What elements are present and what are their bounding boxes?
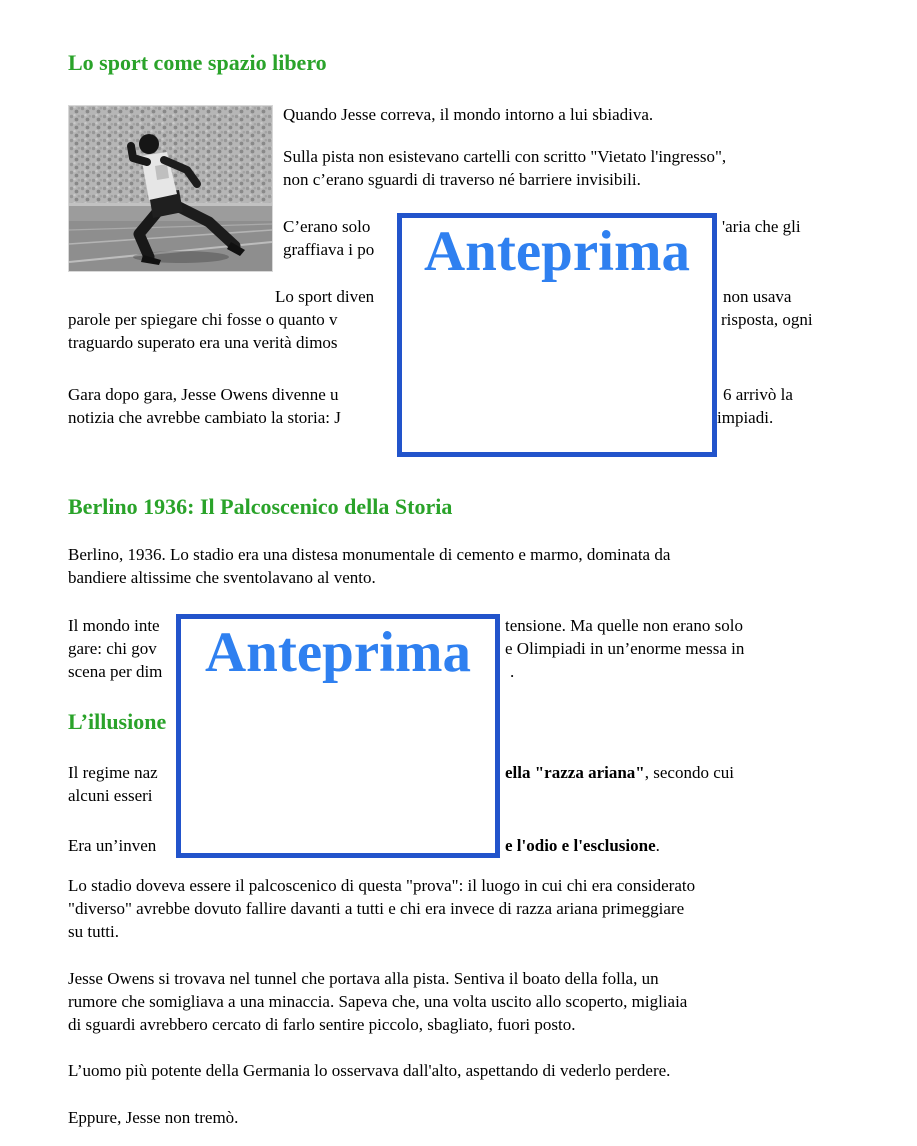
text-fragment: "diverso" avrebbe dovuto fallire davanti a tutti e chi era invece di razza ariana primeggiare xyxy=(68,899,685,918)
text-line xyxy=(283,216,370,238)
text-fragment: alcuni esseri xyxy=(68,786,153,805)
text-fragment: Il regime naz xyxy=(68,763,158,782)
text-line xyxy=(68,638,157,660)
text-fragment: Eppure, Jesse non tremò. xyxy=(68,1108,239,1127)
text-line xyxy=(68,567,376,589)
text-fragment: Sulla pista non esistevano cartelli con scritto "Vietato l'ingresso", xyxy=(283,147,727,166)
text-fragment: graffiava i po xyxy=(283,240,375,259)
text-line xyxy=(283,169,641,191)
text-fragment: notizia che avrebbe cambiato la storia: J xyxy=(68,408,341,427)
text-fragment-right: e l'odio e l'esclusione. xyxy=(505,836,660,855)
text-fragment: Jesse Owens si trovava nel tunnel che portava alla pista. Sentiva il boato della folla, un xyxy=(68,969,659,988)
bold-text-odio-esclusione: e l'odio e l'esclusione xyxy=(505,836,656,855)
bold-text-razza-ariana: ella "razza ariana" xyxy=(505,763,645,782)
text-fragment: Era un’inven xyxy=(68,836,157,855)
section-heading-berlino: Berlino 1936: Il Palcoscenico della Storia xyxy=(68,494,453,519)
runner-photo-graphic xyxy=(69,106,272,271)
text-fragment-right: . xyxy=(510,662,515,681)
text-fragment: parole per spiegare chi fosse o quanto v xyxy=(68,310,338,329)
text-fragment: rumore che somigliava a una minaccia. Sapeva che, una volta uscito allo scoperto, migliaia xyxy=(68,992,688,1011)
text-fragment: C’erano solo xyxy=(283,217,371,236)
text-line xyxy=(68,615,160,637)
text-fragment: gare: chi gov xyxy=(68,639,157,658)
text-line xyxy=(68,1014,575,1036)
text-fragment: Quando Jesse correva, il mondo intorno a lui sbiadiva. xyxy=(283,105,654,124)
preview-watermark-box-1 xyxy=(397,213,717,457)
jesse-owens-photo xyxy=(68,105,273,272)
text-line xyxy=(68,991,687,1013)
text-line xyxy=(68,407,341,429)
text-fragment-right: 6 arrivò la xyxy=(723,385,793,404)
text-line xyxy=(68,1107,238,1129)
text-fragment-right: tensione. Ma quelle non erano solo xyxy=(505,616,743,635)
preview-watermark-box-2 xyxy=(176,614,500,858)
text-fragment-right: risposta, ogni xyxy=(721,310,813,329)
text-line xyxy=(275,286,374,308)
text-line xyxy=(68,785,153,807)
text-fragment: scena per dim xyxy=(68,662,163,681)
text-fragment-right: impiadi. xyxy=(717,408,774,427)
text-line xyxy=(283,239,374,261)
preview-watermark-label: Anteprima xyxy=(424,220,690,283)
text-fragment-right: e Olimpiadi in un’enorme messa in xyxy=(505,639,745,658)
text-fragment: Lo stadio doveva essere il palcoscenico di questa "prova": il luogo in cui chi era considerato xyxy=(68,876,696,895)
text-line xyxy=(68,875,695,897)
text-line xyxy=(68,332,338,354)
text-fragment: non c’erano sguardi di traverso né barriere invisibili. xyxy=(283,170,641,189)
text-fragment: bandiere altissime che sventolavano al vento. xyxy=(68,568,376,587)
text-fragment: traguardo superato era una verità dimos xyxy=(68,333,338,352)
text-fragment: L’uomo più potente della Germania lo osservava dall'alto, aspettando di vederlo perdere. xyxy=(68,1061,671,1080)
text-line xyxy=(68,898,684,920)
text-line xyxy=(68,968,659,990)
text-fragment-right: 'aria che gli xyxy=(722,217,801,236)
text-line xyxy=(68,921,119,943)
text-line xyxy=(283,104,653,126)
text-fragment-right: ella "razza ariana", secondo cui xyxy=(505,763,734,782)
text-line xyxy=(68,835,156,857)
text-line xyxy=(283,146,726,168)
text-fragment-right: non usava xyxy=(723,287,792,306)
section-heading-illusione: L’illusione xyxy=(68,709,167,734)
text-fragment: Berlino, 1936. Lo stadio era una distesa monumentale di cemento e marmo, dominata da xyxy=(68,545,671,564)
text-fragment: Lo sport diven xyxy=(275,287,375,306)
text-line xyxy=(68,309,338,331)
text-line xyxy=(68,1060,670,1082)
preview-watermark-label: Anteprima xyxy=(205,621,471,684)
text-line xyxy=(68,384,339,406)
text-line xyxy=(68,661,162,683)
text-fragment: Il mondo inte xyxy=(68,616,160,635)
section-heading-sport: Lo sport come spazio libero xyxy=(68,50,327,75)
text-fragment: su tutti. xyxy=(68,922,120,941)
text-line xyxy=(68,544,670,566)
text-line xyxy=(68,762,158,784)
text-fragment: di sguardi avrebbero cercato di farlo sentire piccolo, sbagliato, fuori posto. xyxy=(68,1015,576,1034)
text-fragment: Gara dopo gara, Jesse Owens divenne u xyxy=(68,385,339,404)
